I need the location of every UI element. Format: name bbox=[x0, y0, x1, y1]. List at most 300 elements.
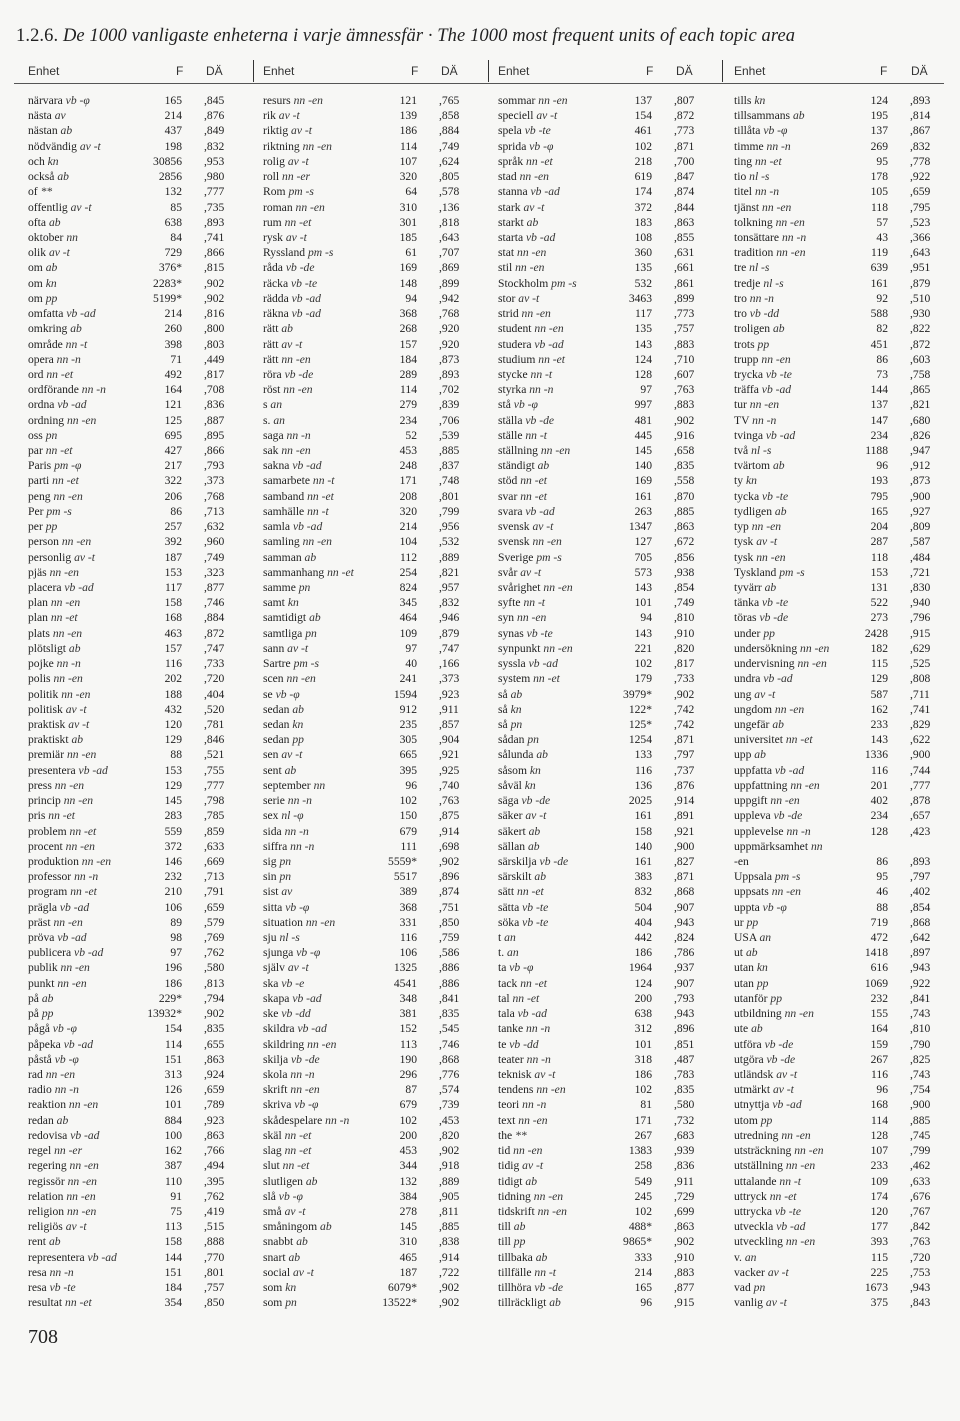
entry-frequency: 101 bbox=[164, 1098, 182, 1112]
column-divider bbox=[253, 60, 254, 82]
entry-pos: av bbox=[281, 885, 293, 899]
entry-dispersion: ,920 bbox=[439, 322, 460, 336]
entry-word bbox=[734, 839, 823, 854]
entry-frequency: 161 bbox=[870, 276, 888, 290]
entry-word bbox=[28, 930, 87, 945]
entry-pos: nn -et bbox=[46, 367, 74, 381]
entry-pos: nn -et bbox=[327, 565, 354, 579]
entry-word bbox=[498, 595, 545, 610]
entry-frequency: 87 bbox=[405, 1083, 417, 1097]
entry-lemma: också bbox=[28, 170, 55, 184]
entry-lemma: typ bbox=[734, 520, 749, 534]
entry-word bbox=[734, 854, 749, 869]
entry-dispersion: ,826 bbox=[910, 428, 931, 442]
entry-pos: nn -en bbox=[515, 261, 545, 275]
entry-frequency: 201 bbox=[870, 778, 888, 792]
entry-dispersion: ,676 bbox=[910, 1189, 931, 1203]
entry-dispersion: ,586 bbox=[439, 946, 460, 960]
entry-dispersion: ,763 bbox=[674, 383, 695, 397]
entry-dispersion: ,136 bbox=[439, 200, 460, 214]
entry-frequency: 263 bbox=[634, 504, 652, 518]
entry-dispersion: ,868 bbox=[439, 1052, 460, 1066]
entry-word bbox=[263, 1113, 349, 1128]
entry-pos: vb -ad bbox=[87, 1250, 117, 1264]
entry-word bbox=[28, 1021, 77, 1036]
entry-lemma: of bbox=[28, 185, 38, 199]
entry-word bbox=[263, 717, 303, 732]
entry-pos: vb -φ bbox=[275, 687, 300, 701]
entry-dispersion: ,868 bbox=[674, 885, 695, 899]
entry-frequency: 114 bbox=[871, 1113, 888, 1127]
entry-frequency: 145 bbox=[634, 444, 652, 458]
entry-pos: an bbox=[744, 1250, 757, 1264]
entry-lemma: svensk bbox=[498, 535, 530, 549]
entry-word bbox=[263, 352, 311, 367]
entry-dispersion: ,813 bbox=[204, 976, 225, 990]
entry-lemma: omkring bbox=[28, 322, 68, 336]
entry-pos: vb -φ bbox=[52, 1022, 77, 1036]
entry-dispersion: ,801 bbox=[204, 1265, 225, 1279]
entry-pos: nn -et bbox=[517, 885, 544, 899]
entry-frequency: 111 bbox=[400, 839, 417, 853]
entry-pos: av -t bbox=[776, 1068, 798, 1081]
entry-word bbox=[498, 991, 539, 1006]
entry-dispersion: ,850 bbox=[204, 1296, 225, 1310]
entry-frequency: 461 bbox=[634, 124, 652, 138]
entry-dispersion: ,857 bbox=[439, 717, 460, 731]
entry-word bbox=[263, 306, 321, 321]
entry-lemma: praktiskt bbox=[28, 733, 69, 747]
entry-dispersion: ,744 bbox=[910, 763, 931, 777]
entry-dispersion: ,720 bbox=[910, 1250, 931, 1264]
entry-word bbox=[28, 291, 57, 306]
entry-dispersion: ,902 bbox=[439, 854, 460, 868]
entry-dispersion: ,817 bbox=[674, 657, 695, 671]
entry-lemma: person bbox=[28, 535, 59, 549]
entry-dispersion: ,883 bbox=[674, 1265, 695, 1279]
entry-dispersion: ,803 bbox=[204, 337, 225, 351]
entry-word bbox=[263, 154, 309, 169]
entry-dispersion: ,700 bbox=[674, 154, 695, 168]
entry-frequency: 118 bbox=[871, 200, 888, 214]
entry-lemma: räkna bbox=[263, 307, 289, 321]
entry-word bbox=[28, 641, 81, 656]
entry-frequency: 96 bbox=[405, 778, 417, 792]
entry-frequency: 117 bbox=[165, 581, 182, 594]
entry-pos: nn -en bbox=[63, 794, 94, 808]
entry-pos: vb -de bbox=[764, 1037, 794, 1051]
entry-lemma: Per bbox=[28, 504, 44, 518]
entry-lemma: Stockholm bbox=[498, 276, 549, 290]
entry-lemma: sådan bbox=[498, 733, 525, 747]
column-divider bbox=[722, 60, 723, 82]
entry-word bbox=[498, 200, 544, 215]
entry-lemma: studium bbox=[498, 352, 536, 366]
entry-frequency: 383 bbox=[634, 870, 652, 884]
entry-word bbox=[734, 824, 811, 839]
entry-pos: vb -ad bbox=[774, 763, 805, 777]
entry-pos: pp bbox=[756, 976, 769, 990]
entry-lemma: social bbox=[263, 1265, 291, 1279]
entry-frequency: 89 bbox=[170, 915, 182, 929]
entry-frequency: 118 bbox=[871, 550, 888, 564]
entry-word bbox=[734, 154, 782, 169]
entry-word bbox=[28, 397, 87, 412]
entry-frequency: 150 bbox=[399, 809, 417, 823]
entry-dispersion: ,875 bbox=[439, 809, 460, 823]
entry-pos: ab bbox=[525, 1174, 537, 1188]
entry-dispersion: ,735 bbox=[204, 200, 225, 214]
entry-word bbox=[498, 839, 540, 854]
entry-frequency: 171 bbox=[634, 1113, 652, 1127]
entry-frequency: 573 bbox=[634, 565, 652, 579]
entry-frequency: 333 bbox=[634, 1250, 652, 1264]
entry-word bbox=[28, 139, 101, 154]
entry-dispersion: ,946 bbox=[439, 611, 460, 625]
entry-word bbox=[734, 595, 788, 610]
entry-lemma: trycka bbox=[734, 367, 763, 381]
entry-pos: vb -ad bbox=[78, 763, 108, 777]
entry-pos: nn -et bbox=[284, 1128, 312, 1142]
entry-word bbox=[734, 200, 791, 215]
entry-frequency: 122* bbox=[628, 702, 652, 716]
entry-pos: nn -n bbox=[290, 1068, 315, 1081]
entry-dispersion: ,920 bbox=[439, 337, 460, 351]
entry-lemma: svår bbox=[498, 565, 518, 579]
entry-lemma: riktning bbox=[263, 139, 300, 153]
entry-frequency: 86 bbox=[170, 504, 182, 518]
entry-frequency: 202 bbox=[164, 672, 182, 686]
entry-word bbox=[263, 808, 304, 823]
entry-lemma: roll bbox=[263, 170, 280, 184]
entry-pos: ** bbox=[515, 1128, 527, 1142]
entry-word bbox=[28, 93, 90, 108]
entry-word bbox=[498, 1128, 527, 1143]
entry-word bbox=[263, 1082, 320, 1097]
entry-lemma: ofta bbox=[28, 215, 47, 229]
entry-dispersion: ,923 bbox=[439, 687, 460, 701]
entry-pos: an bbox=[504, 931, 516, 945]
entry-lemma: själv bbox=[263, 961, 285, 975]
entry-dispersion: ,872 bbox=[674, 109, 695, 123]
entry-pos: vb -ad bbox=[776, 1220, 806, 1234]
entry-frequency: 331 bbox=[399, 915, 417, 929]
entry-dispersion: ,930 bbox=[910, 307, 931, 321]
entry-dispersion: ,866 bbox=[204, 444, 225, 458]
entry-lemma: svensk bbox=[498, 520, 530, 534]
entry-word bbox=[734, 1082, 794, 1097]
entry-dispersion: ,811 bbox=[439, 1204, 459, 1218]
entry-lemma: opera bbox=[28, 352, 54, 366]
entry-lemma: sex bbox=[263, 809, 279, 823]
entry-pos: ab bbox=[304, 550, 317, 564]
entry-pos: vb -te bbox=[522, 915, 549, 929]
entry-pos: ab bbox=[536, 748, 548, 762]
entry-pos: nn -et bbox=[538, 352, 566, 366]
entry-dispersion: ,763 bbox=[439, 794, 460, 808]
entry-lemma: undervisning bbox=[734, 657, 795, 671]
entry-word bbox=[498, 793, 550, 808]
entry-pos: nn -en bbox=[302, 139, 332, 153]
entry-word bbox=[498, 824, 540, 839]
entry-lemma: sida bbox=[263, 824, 282, 838]
entry-frequency: 376* bbox=[158, 261, 182, 275]
entry-frequency: 1964 bbox=[628, 961, 652, 975]
entry-word bbox=[498, 610, 546, 625]
entry-word bbox=[734, 93, 765, 108]
entry-frequency: 248 bbox=[399, 459, 417, 473]
entry-dispersion: ,574 bbox=[439, 1083, 460, 1097]
entry-word bbox=[28, 1295, 92, 1310]
entry-dispersion: ,885 bbox=[674, 504, 695, 518]
entry-frequency: 117 bbox=[635, 307, 652, 321]
entry-frequency: 168 bbox=[164, 611, 182, 625]
entry-pos: nn -n bbox=[49, 1265, 74, 1279]
entry-lemma: pris bbox=[28, 809, 46, 823]
entry-word bbox=[498, 1113, 548, 1128]
entry-word bbox=[498, 397, 538, 412]
entry-frequency: 96 bbox=[640, 1296, 652, 1310]
entry-frequency: 95 bbox=[876, 870, 888, 884]
entry-word bbox=[263, 1158, 309, 1173]
entry-lemma: säga bbox=[498, 794, 519, 808]
entry-frequency: 372 bbox=[634, 200, 652, 214]
entry-lemma: samt bbox=[263, 596, 285, 610]
entry-dispersion: ,896 bbox=[439, 870, 460, 884]
entry-word bbox=[263, 854, 291, 869]
entry-frequency: 283 bbox=[164, 809, 182, 823]
page-title bbox=[16, 26, 795, 47]
column-divider bbox=[488, 60, 489, 82]
entry-word bbox=[734, 565, 805, 580]
entry-dispersion: ,732 bbox=[674, 1113, 695, 1127]
entry-word bbox=[28, 1052, 79, 1067]
entry-lemma: tillhöra bbox=[498, 1281, 532, 1295]
entry-lemma: utländsk bbox=[734, 1068, 774, 1081]
entry-lemma: problem bbox=[28, 824, 67, 838]
entry-word bbox=[734, 976, 768, 991]
entry-word bbox=[263, 534, 332, 549]
entry-lemma: till bbox=[498, 1235, 511, 1249]
entry-frequency: 124 bbox=[870, 94, 888, 107]
entry-word bbox=[498, 747, 548, 762]
entry-lemma: resurs bbox=[263, 94, 291, 107]
entry-word bbox=[263, 991, 322, 1006]
entry-frequency: 344 bbox=[399, 1159, 417, 1173]
entry-pos: nn -n bbox=[522, 1098, 547, 1112]
entry-word bbox=[263, 641, 308, 656]
entry-dispersion: ,922 bbox=[910, 976, 931, 990]
entry-dispersion: ,863 bbox=[204, 1128, 225, 1142]
entry-frequency: 289 bbox=[399, 367, 417, 381]
entry-pos: nn bbox=[313, 778, 326, 792]
entry-pos: ab bbox=[48, 1235, 61, 1249]
entry-frequency: 153 bbox=[164, 763, 182, 777]
entry-dispersion: ,902 bbox=[204, 291, 225, 305]
entry-dispersion: ,850 bbox=[439, 915, 460, 929]
entry-dispersion: ,904 bbox=[439, 733, 460, 747]
entry-dispersion: ,902 bbox=[204, 1007, 225, 1021]
entry-lemma: vacker bbox=[734, 1265, 765, 1279]
entry-lemma: produktion bbox=[28, 854, 79, 868]
entry-word bbox=[28, 321, 82, 336]
entry-pos: av -t bbox=[523, 200, 545, 214]
entry-word bbox=[734, 276, 784, 291]
entry-word bbox=[734, 1006, 814, 1021]
entry-dispersion: ,757 bbox=[204, 1281, 225, 1295]
entry-pos: nn -en bbox=[53, 915, 83, 929]
entry-word bbox=[263, 671, 316, 686]
header-enhet-1: Enhet bbox=[28, 64, 60, 78]
entry-dispersion: ,781 bbox=[204, 717, 225, 731]
entry-word bbox=[498, 687, 522, 702]
entry-word bbox=[498, 930, 516, 945]
entry-pos: ab bbox=[281, 322, 293, 336]
entry-lemma: ske bbox=[263, 1007, 279, 1021]
entry-dispersion: ,742 bbox=[674, 717, 695, 731]
entry-frequency: 151 bbox=[164, 1052, 182, 1066]
entry-word bbox=[498, 732, 539, 747]
entry-lemma: råda bbox=[263, 261, 283, 275]
entry-word bbox=[498, 960, 533, 975]
entry-word bbox=[734, 382, 791, 397]
entry-word bbox=[498, 854, 568, 869]
entry-dispersion: ,872 bbox=[204, 626, 225, 640]
entry-word bbox=[734, 1280, 765, 1295]
entry-dispersion: ,777 bbox=[204, 185, 225, 199]
entry-lemma: svar bbox=[498, 489, 518, 503]
entry-frequency: 368 bbox=[399, 900, 417, 914]
entry-word bbox=[28, 1265, 74, 1280]
entry-lemma: skola bbox=[263, 1068, 288, 1081]
entry-word bbox=[498, 1174, 537, 1189]
entry-frequency: 481 bbox=[634, 413, 652, 427]
entry-frequency: 384 bbox=[399, 1189, 417, 1203]
entry-dispersion: ,844 bbox=[674, 200, 695, 214]
entry-dispersion: ,702 bbox=[439, 383, 460, 397]
entry-dispersion: ,669 bbox=[204, 854, 225, 868]
entry-word bbox=[734, 626, 775, 641]
entry-pos: nn -et bbox=[769, 1189, 797, 1203]
entry-word bbox=[498, 763, 541, 778]
entry-word bbox=[28, 458, 81, 473]
entry-word bbox=[498, 641, 573, 656]
entry-dispersion: ,659 bbox=[204, 1083, 225, 1097]
entry-dispersion: ,166 bbox=[439, 657, 460, 671]
entry-frequency: 2283* bbox=[153, 276, 182, 290]
entry-word bbox=[498, 382, 553, 397]
entry-frequency: 360 bbox=[634, 246, 652, 260]
entry-word bbox=[28, 960, 90, 975]
entry-word bbox=[263, 687, 300, 702]
entry-frequency: 393 bbox=[870, 1235, 888, 1249]
entry-word bbox=[734, 717, 784, 732]
entry-frequency: 310 bbox=[399, 200, 417, 214]
entry-dispersion: ,883 bbox=[674, 398, 695, 412]
entry-word bbox=[263, 367, 313, 382]
entry-dispersion: ,655 bbox=[204, 1037, 225, 1051]
entry-dispersion: ,915 bbox=[910, 626, 931, 640]
entry-dispersion: ,746 bbox=[439, 1037, 460, 1051]
entry-lemma: utföra bbox=[734, 1037, 762, 1051]
entry-dispersion: ,874 bbox=[439, 885, 460, 899]
entry-pos: av -t bbox=[278, 109, 300, 123]
entry-pos: vb -te bbox=[522, 900, 549, 914]
entry-pos: av -t bbox=[291, 124, 312, 138]
entry-frequency: 94 bbox=[405, 291, 417, 305]
entry-pos: ab bbox=[513, 1220, 526, 1234]
entry-frequency: 1254 bbox=[628, 733, 652, 747]
entry-lemma: uttryck bbox=[734, 1189, 767, 1203]
entry-frequency: 85 bbox=[170, 200, 182, 214]
entry-lemma: rolig bbox=[263, 154, 285, 168]
entry-dispersion: ,902 bbox=[439, 1281, 460, 1295]
entry-dispersion: ,629 bbox=[910, 641, 931, 655]
entry-lemma: sju bbox=[263, 931, 277, 945]
entry-word bbox=[498, 93, 568, 108]
entry-word bbox=[734, 1067, 797, 1082]
header-f-2: F bbox=[411, 64, 419, 78]
entry-pos: nn -en bbox=[771, 885, 801, 899]
entry-word bbox=[498, 443, 570, 458]
entry-frequency: 115 bbox=[871, 657, 888, 671]
entry-word bbox=[28, 382, 106, 397]
entry-dispersion: ,899 bbox=[674, 291, 695, 305]
entry-lemma: starkt bbox=[498, 215, 524, 229]
entry-lemma: september bbox=[263, 778, 311, 792]
entry-lemma: undersökning bbox=[734, 641, 798, 655]
entry-lemma: präst bbox=[28, 915, 51, 929]
entry-frequency: 115 bbox=[871, 1250, 888, 1264]
entry-word bbox=[498, 626, 553, 641]
entry-word bbox=[28, 1128, 99, 1143]
entry-word bbox=[263, 763, 296, 778]
entry-frequency: 267 bbox=[870, 1052, 888, 1066]
entry-pos: nn -en bbox=[543, 581, 573, 594]
entry-pos: nn -en bbox=[540, 444, 571, 458]
entry-frequency: 488* bbox=[628, 1220, 652, 1234]
entry-pos: av -t bbox=[532, 520, 554, 534]
entry-frequency: 267 bbox=[634, 1128, 652, 1142]
entry-word bbox=[734, 215, 805, 230]
entry-frequency: 1188 bbox=[865, 444, 888, 458]
entry-lemma: professor bbox=[28, 870, 72, 884]
entry-dispersion: ,770 bbox=[204, 1250, 225, 1264]
entry-dispersion: ,893 bbox=[910, 854, 931, 868]
entry-frequency: 114 bbox=[400, 139, 417, 153]
entry-frequency: 121 bbox=[164, 398, 182, 412]
entry-frequency: 465 bbox=[399, 1250, 417, 1264]
entry-dispersion: ,960 bbox=[204, 535, 225, 549]
entry-frequency: 116 bbox=[400, 931, 417, 945]
entry-dispersion: ,863 bbox=[674, 520, 695, 534]
entry-frequency: 187 bbox=[164, 550, 182, 564]
entry-word bbox=[263, 626, 317, 641]
entry-lemma: som bbox=[263, 1281, 283, 1295]
entry-lemma: situation bbox=[263, 915, 303, 929]
entry-pos: ab bbox=[527, 839, 540, 853]
entry-dispersion: ,900 bbox=[910, 748, 931, 762]
header-rule bbox=[14, 83, 944, 84]
entry-frequency: 137 bbox=[870, 398, 888, 412]
entry-frequency: 128 bbox=[870, 824, 888, 838]
entry-pos: nn -n bbox=[325, 1113, 350, 1127]
entry-lemma: sedan bbox=[263, 717, 290, 731]
entry-dispersion: ,659 bbox=[204, 900, 225, 914]
entry-pos: nn -en bbox=[53, 489, 83, 503]
entry-lemma: rätt bbox=[263, 352, 279, 366]
entry-lemma: pjäs bbox=[28, 565, 47, 579]
